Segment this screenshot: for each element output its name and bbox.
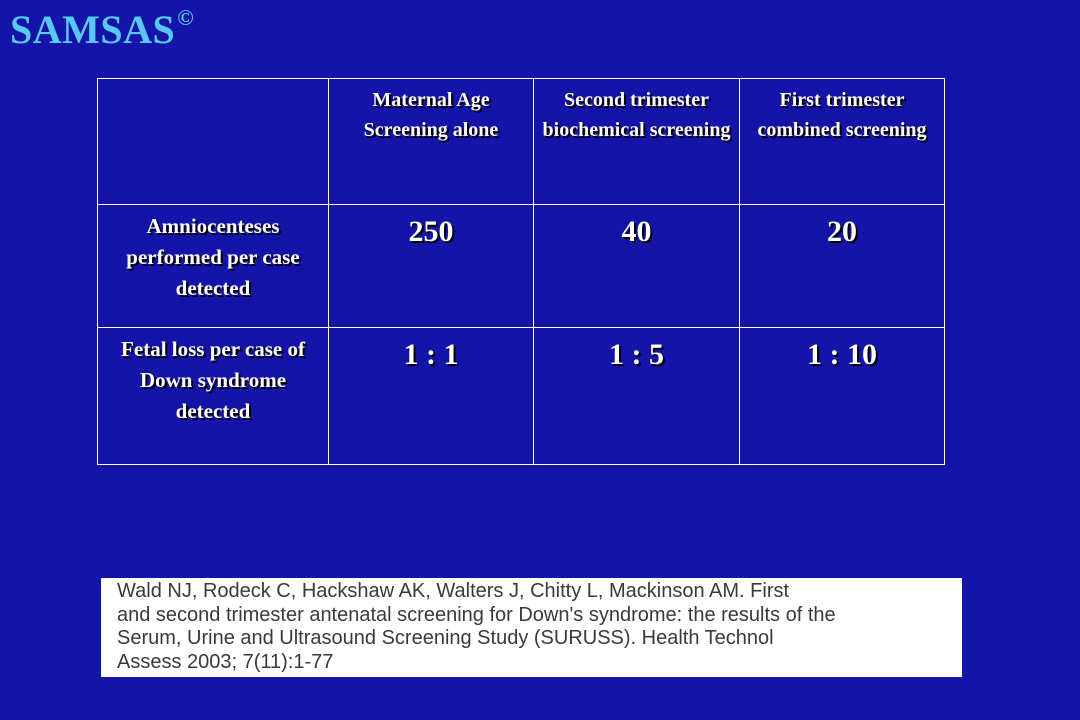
- table-row: [98, 205, 945, 328]
- cell-value: 20: [827, 215, 857, 248]
- table-corner-cell: [98, 79, 329, 205]
- row-header-label: Fetal loss per case of Down syndrome detected: [121, 337, 305, 423]
- row-header-amniocenteses: [98, 205, 329, 328]
- table-cell: [329, 205, 534, 328]
- row-header-fetal-loss: [98, 328, 329, 465]
- cell-value: 1 : 5: [609, 338, 664, 371]
- table-header-row: [98, 79, 945, 205]
- table-row: [98, 328, 945, 465]
- citation-box: [101, 578, 962, 677]
- table-cell: [534, 205, 740, 328]
- brand-title: [10, 6, 194, 53]
- citation-line: Serum, Urine and Ultrasound Screening Study (SURUSS). Health Technol: [117, 627, 774, 649]
- table-cell: [740, 328, 945, 465]
- cell-value: 1 : 10: [807, 338, 877, 371]
- column-header-label: Maternal Age Screening alone: [363, 89, 499, 141]
- cell-value: 40: [621, 215, 652, 248]
- table-cell: [534, 328, 740, 465]
- column-header-second-trimester: [534, 79, 740, 205]
- citation-line: and second trimester antenatal screening for Down's syndrome: the results of the: [117, 603, 836, 626]
- cell-value: 1 : 1: [403, 338, 459, 371]
- citation-line: Assess 2003; 7(11):1-77: [117, 650, 334, 673]
- citation-line: Wald NJ, Rodeck C, Hackshaw AK, Walters J, Chitty L, Mackinson AM. First: [117, 580, 790, 602]
- table-cell: [329, 328, 534, 465]
- column-header-label: Second trimester biochemical screening: [542, 89, 731, 141]
- row-header-label: Amniocenteses performed per case detected: [126, 214, 300, 300]
- column-header-maternal-age: [329, 79, 534, 205]
- column-header-first-trimester: [740, 79, 945, 205]
- screening-comparison-table: [97, 78, 945, 465]
- table-cell: [740, 205, 945, 328]
- cell-value: 250: [408, 215, 454, 248]
- column-header-label: First trimester combined screening: [757, 89, 927, 141]
- brand-name: SAMSAS: [10, 7, 176, 52]
- copyright-mark: ©: [177, 5, 195, 30]
